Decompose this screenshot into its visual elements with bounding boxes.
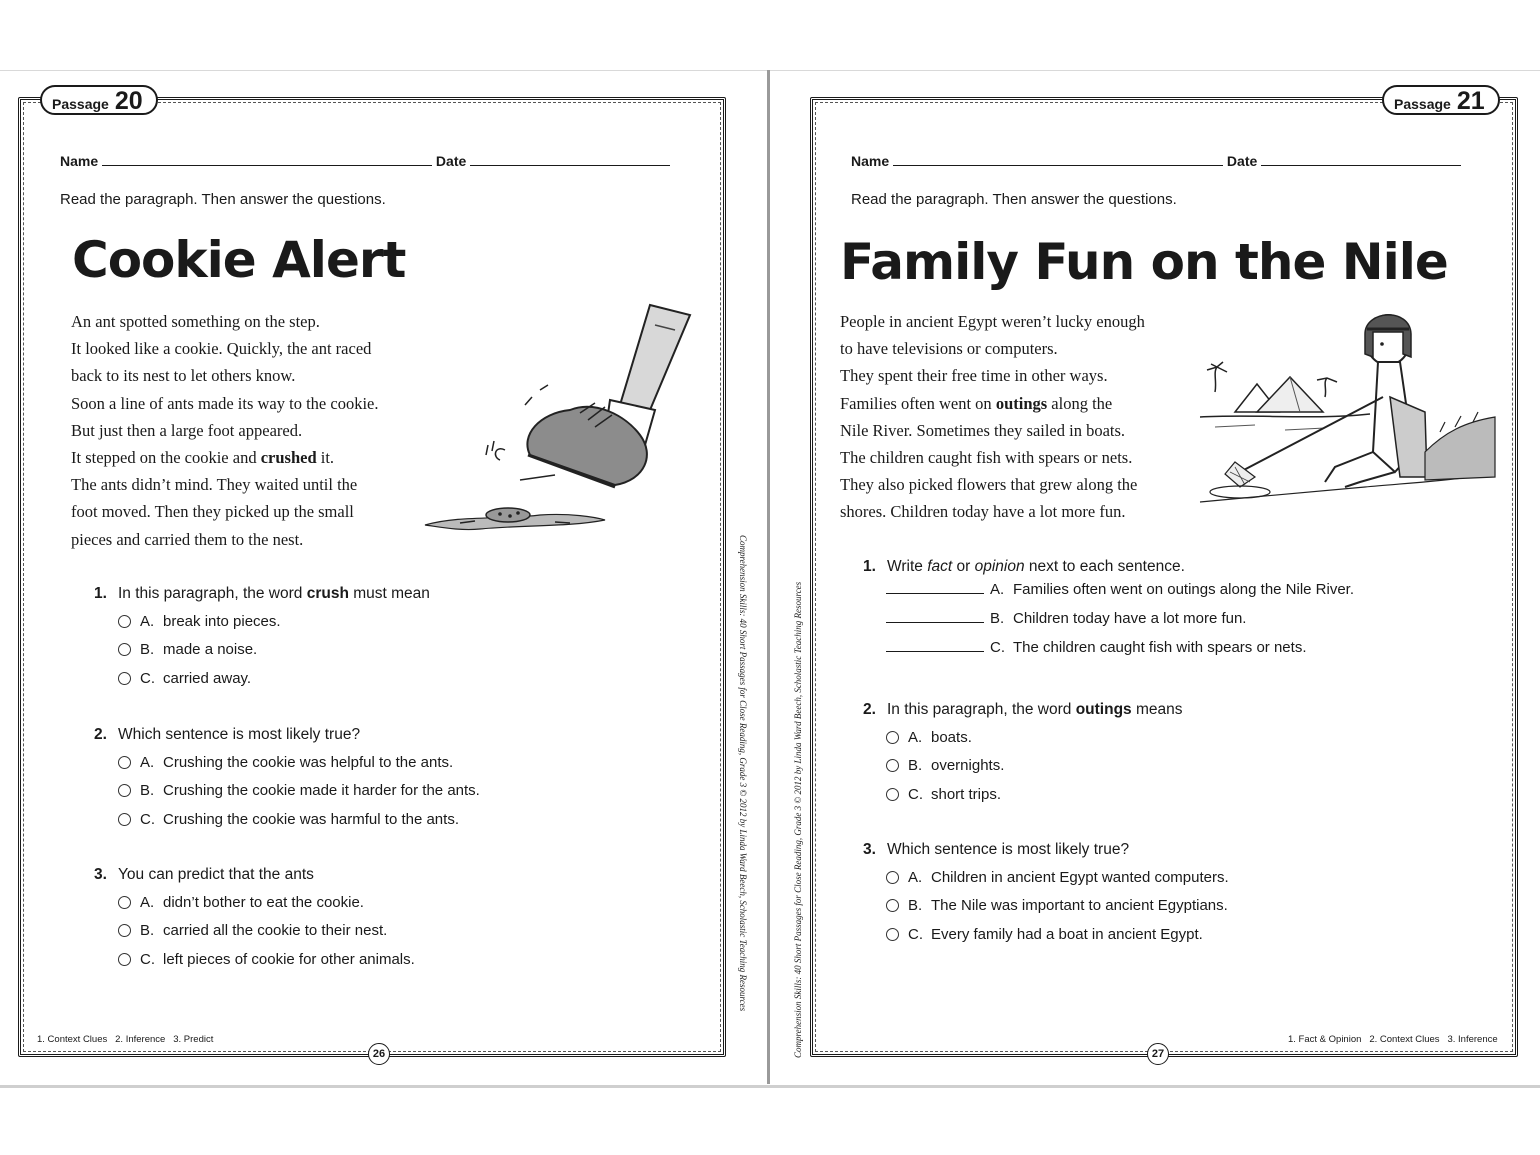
passage-label: Passage	[1394, 96, 1451, 112]
option-text: made a noise.	[163, 641, 258, 658]
option-text: break into pieces.	[163, 613, 281, 630]
answer-option[interactable]	[118, 951, 415, 968]
fact-opinion-item	[886, 639, 1306, 656]
option-letter: B.	[140, 782, 155, 799]
page-number: 26	[368, 1043, 390, 1065]
radio-button[interactable]	[118, 953, 131, 966]
name-label: Name	[60, 153, 99, 169]
answer-option[interactable]	[886, 729, 972, 746]
radio-button[interactable]	[886, 871, 899, 884]
radio-button[interactable]	[118, 672, 131, 685]
answer-option[interactable]	[118, 811, 459, 828]
passage-title: Family Fun on the Nile	[840, 233, 1448, 291]
option-text: didn’t bother to eat the cookie.	[163, 894, 364, 911]
question-number: 2.	[863, 701, 876, 718]
paragraph-line: pieces and carried them to the nest.	[71, 529, 304, 549]
radio-button[interactable]	[886, 899, 899, 912]
radio-button[interactable]	[118, 756, 131, 769]
question-number: 3.	[94, 866, 107, 883]
paragraph-line: The ants didn’t mind. They waited until the	[71, 475, 358, 495]
question-text: In this paragraph, the word	[118, 585, 307, 602]
option-letter: C.	[990, 639, 1005, 656]
question-text: Which sentence is most likely true?	[118, 726, 361, 743]
name-date-row	[60, 153, 670, 169]
name-date-row	[851, 153, 1461, 169]
question-3	[863, 841, 1129, 859]
question-number: 2.	[94, 726, 107, 743]
paragraph-line: People in ancient Egypt weren’t lucky enough	[840, 312, 1145, 331]
vocab-word: outings	[1075, 701, 1132, 718]
option-text: carried away.	[163, 670, 252, 687]
option-letter: B.	[140, 922, 155, 939]
passage-number: 21	[1456, 87, 1485, 115]
date-label: Date	[435, 153, 467, 169]
vocab-word: outings	[995, 393, 1048, 413]
skills-footer: 1. Context Clues 2. Inference 3. Predict	[37, 1034, 214, 1045]
option-letter: A.	[140, 613, 155, 630]
paragraph-line: Soon a line of ants made its way to the cookie.	[71, 393, 379, 413]
passage-title: Cookie Alert	[72, 231, 406, 289]
option-letter: A.	[908, 869, 923, 886]
fact-opinion-item	[886, 610, 1246, 627]
option-text: left pieces of cookie for other animals.	[163, 951, 415, 968]
paragraph-text: It stepped on the cookie and	[71, 448, 261, 468]
paragraph-line: They spent their free time in other ways.	[840, 366, 1108, 386]
radio-button[interactable]	[118, 924, 131, 937]
option-text: overnights.	[931, 757, 1005, 774]
answer-option[interactable]	[118, 754, 453, 771]
fact-opinion-item	[886, 581, 1354, 598]
option-text: The children caught fish with spears or nets.	[1013, 639, 1307, 656]
option-letter: B.	[908, 757, 923, 774]
answer-option[interactable]	[118, 613, 281, 630]
question-1	[863, 558, 1185, 576]
option-text: boats.	[931, 729, 972, 746]
question-number: 1.	[863, 558, 876, 575]
option-letter: B.	[908, 897, 923, 914]
option-text: Children today have a lot more fun.	[1013, 610, 1247, 627]
answer-option[interactable]	[886, 786, 1001, 803]
name-label: Name	[851, 153, 890, 169]
shoe-cookie-illustration	[420, 295, 710, 540]
fact-word: fact	[927, 558, 953, 575]
option-letter: C.	[140, 670, 155, 687]
option-text: short trips.	[931, 786, 1002, 803]
answer-blank[interactable]	[886, 612, 984, 623]
passage-paragraph	[71, 308, 378, 553]
paragraph-line: They also picked flowers that grew along the	[840, 475, 1138, 495]
question-text: next to each sentence.	[1024, 558, 1185, 575]
date-field[interactable]	[470, 153, 670, 166]
instruction: Read the paragraph. Then answer the questions.	[60, 191, 386, 208]
vocab-word: crush	[306, 585, 349, 602]
skills-footer: 1. Fact & Opinion 2. Context Clues 3. Inference	[1288, 1034, 1498, 1045]
copyright-credit: Comprehension Skills: 40 Short Passages for Close Reading, Grade 3 © 2012 by Linda Ward Beech, Scholastic Teaching Resources	[793, 581, 803, 1058]
passage-tab	[1382, 85, 1500, 115]
answer-option[interactable]	[118, 670, 251, 687]
instruction: Read the paragraph. Then answer the questions.	[851, 191, 1177, 208]
option-text: Children in ancient Egypt wanted computers.	[931, 869, 1229, 886]
option-letter: B.	[140, 641, 155, 658]
paragraph-line	[71, 444, 378, 471]
question-3	[94, 866, 314, 884]
question-text: You can predict that the ants	[118, 866, 314, 883]
paragraph-line: shores. Children today have a lot more fun.	[840, 502, 1126, 522]
option-letter: C.	[908, 786, 923, 803]
answer-option[interactable]	[886, 757, 1004, 774]
passage-tab	[40, 85, 158, 115]
opinion-word: opinion	[974, 558, 1025, 575]
name-field[interactable]	[893, 153, 1223, 166]
left-page	[0, 70, 767, 1084]
answer-option[interactable]	[118, 782, 480, 799]
question-2	[863, 701, 1183, 719]
paragraph-line: Nile River. Sometimes they sailed in boats.	[840, 420, 1126, 440]
paragraph-line: An ant spotted something on the step.	[71, 312, 320, 331]
radio-button[interactable]	[886, 759, 899, 772]
paragraph-line	[840, 390, 1145, 417]
option-letter: A.	[140, 894, 155, 911]
radio-button[interactable]	[118, 784, 131, 797]
option-letter: B.	[990, 610, 1005, 627]
paragraph-line: foot moved. Then they picked up the small	[71, 502, 354, 522]
option-letter: C.	[908, 926, 923, 943]
option-text: Crushing the cookie made it harder for the ants.	[163, 782, 480, 799]
question-text: Which sentence is most likely true?	[887, 841, 1130, 858]
option-letter: C.	[140, 811, 155, 828]
answer-option[interactable]	[118, 894, 364, 911]
passage-paragraph	[840, 308, 1145, 526]
option-text: The Nile was important to ancient Egyptians.	[931, 897, 1228, 914]
option-text: Families often went on outings along the Nile River.	[1013, 581, 1355, 598]
question-2	[94, 726, 360, 744]
date-field[interactable]	[1261, 153, 1461, 166]
paragraph-line: But just then a large foot appeared.	[71, 420, 303, 440]
radio-button[interactable]	[118, 615, 131, 628]
option-text: Every family had a boat in ancient Egypt.	[931, 926, 1203, 943]
paragraph-line: It looked like a cookie. Quickly, the ant raced	[71, 339, 372, 359]
page-number: 27	[1147, 1043, 1169, 1065]
date-label: Date	[1226, 153, 1258, 169]
radio-button[interactable]	[886, 788, 899, 801]
answer-option[interactable]	[886, 869, 1229, 886]
answer-option[interactable]	[886, 926, 1203, 943]
answer-blank[interactable]	[886, 583, 984, 594]
option-text: Crushing the cookie was harmful to the ants.	[163, 811, 459, 828]
option-text: carried all the cookie to their nest.	[163, 922, 388, 939]
right-page	[770, 70, 1537, 1084]
question-text: or	[952, 558, 975, 575]
question-text: means	[1131, 701, 1183, 718]
option-letter: A.	[990, 581, 1005, 598]
radio-button[interactable]	[118, 813, 131, 826]
passage-number: 20	[114, 87, 143, 115]
option-text: Crushing the cookie was helpful to the ants.	[163, 754, 454, 771]
answer-option[interactable]	[118, 641, 257, 658]
radio-button[interactable]	[886, 928, 899, 941]
radio-button[interactable]	[118, 896, 131, 909]
radio-button[interactable]	[886, 731, 899, 744]
vocab-word: crushed	[260, 448, 317, 468]
nile-child-illustration	[1195, 302, 1500, 512]
paragraph-line: The children caught fish with spears or nets.	[840, 448, 1133, 468]
answer-option[interactable]	[886, 897, 1228, 914]
radio-button[interactable]	[118, 643, 131, 656]
copyright-credit: Comprehension Skills: 40 Short Passages for Close Reading, Grade 3 © 2012 by Linda Ward Beech, Scholastic Teaching Resources	[738, 535, 748, 1012]
option-letter: C.	[140, 951, 155, 968]
option-letter: A.	[908, 729, 923, 746]
paragraph-text: it.	[316, 448, 335, 468]
answer-blank[interactable]	[886, 641, 984, 652]
passage-label: Passage	[52, 96, 109, 112]
question-text: In this paragraph, the word	[887, 701, 1076, 718]
name-field[interactable]	[102, 153, 432, 166]
paragraph-line: to have televisions or computers.	[840, 339, 1058, 359]
question-1	[94, 585, 430, 603]
question-number: 1.	[94, 585, 107, 602]
question-number: 3.	[863, 841, 876, 858]
paragraph-text: along the	[1047, 393, 1113, 413]
paragraph-line: back to its nest to let others know.	[71, 366, 296, 386]
question-text: Write	[887, 558, 928, 575]
answer-option[interactable]	[118, 922, 387, 939]
question-text: must mean	[348, 585, 430, 602]
paragraph-text: Families often went on	[840, 393, 996, 413]
option-letter: A.	[140, 754, 155, 771]
